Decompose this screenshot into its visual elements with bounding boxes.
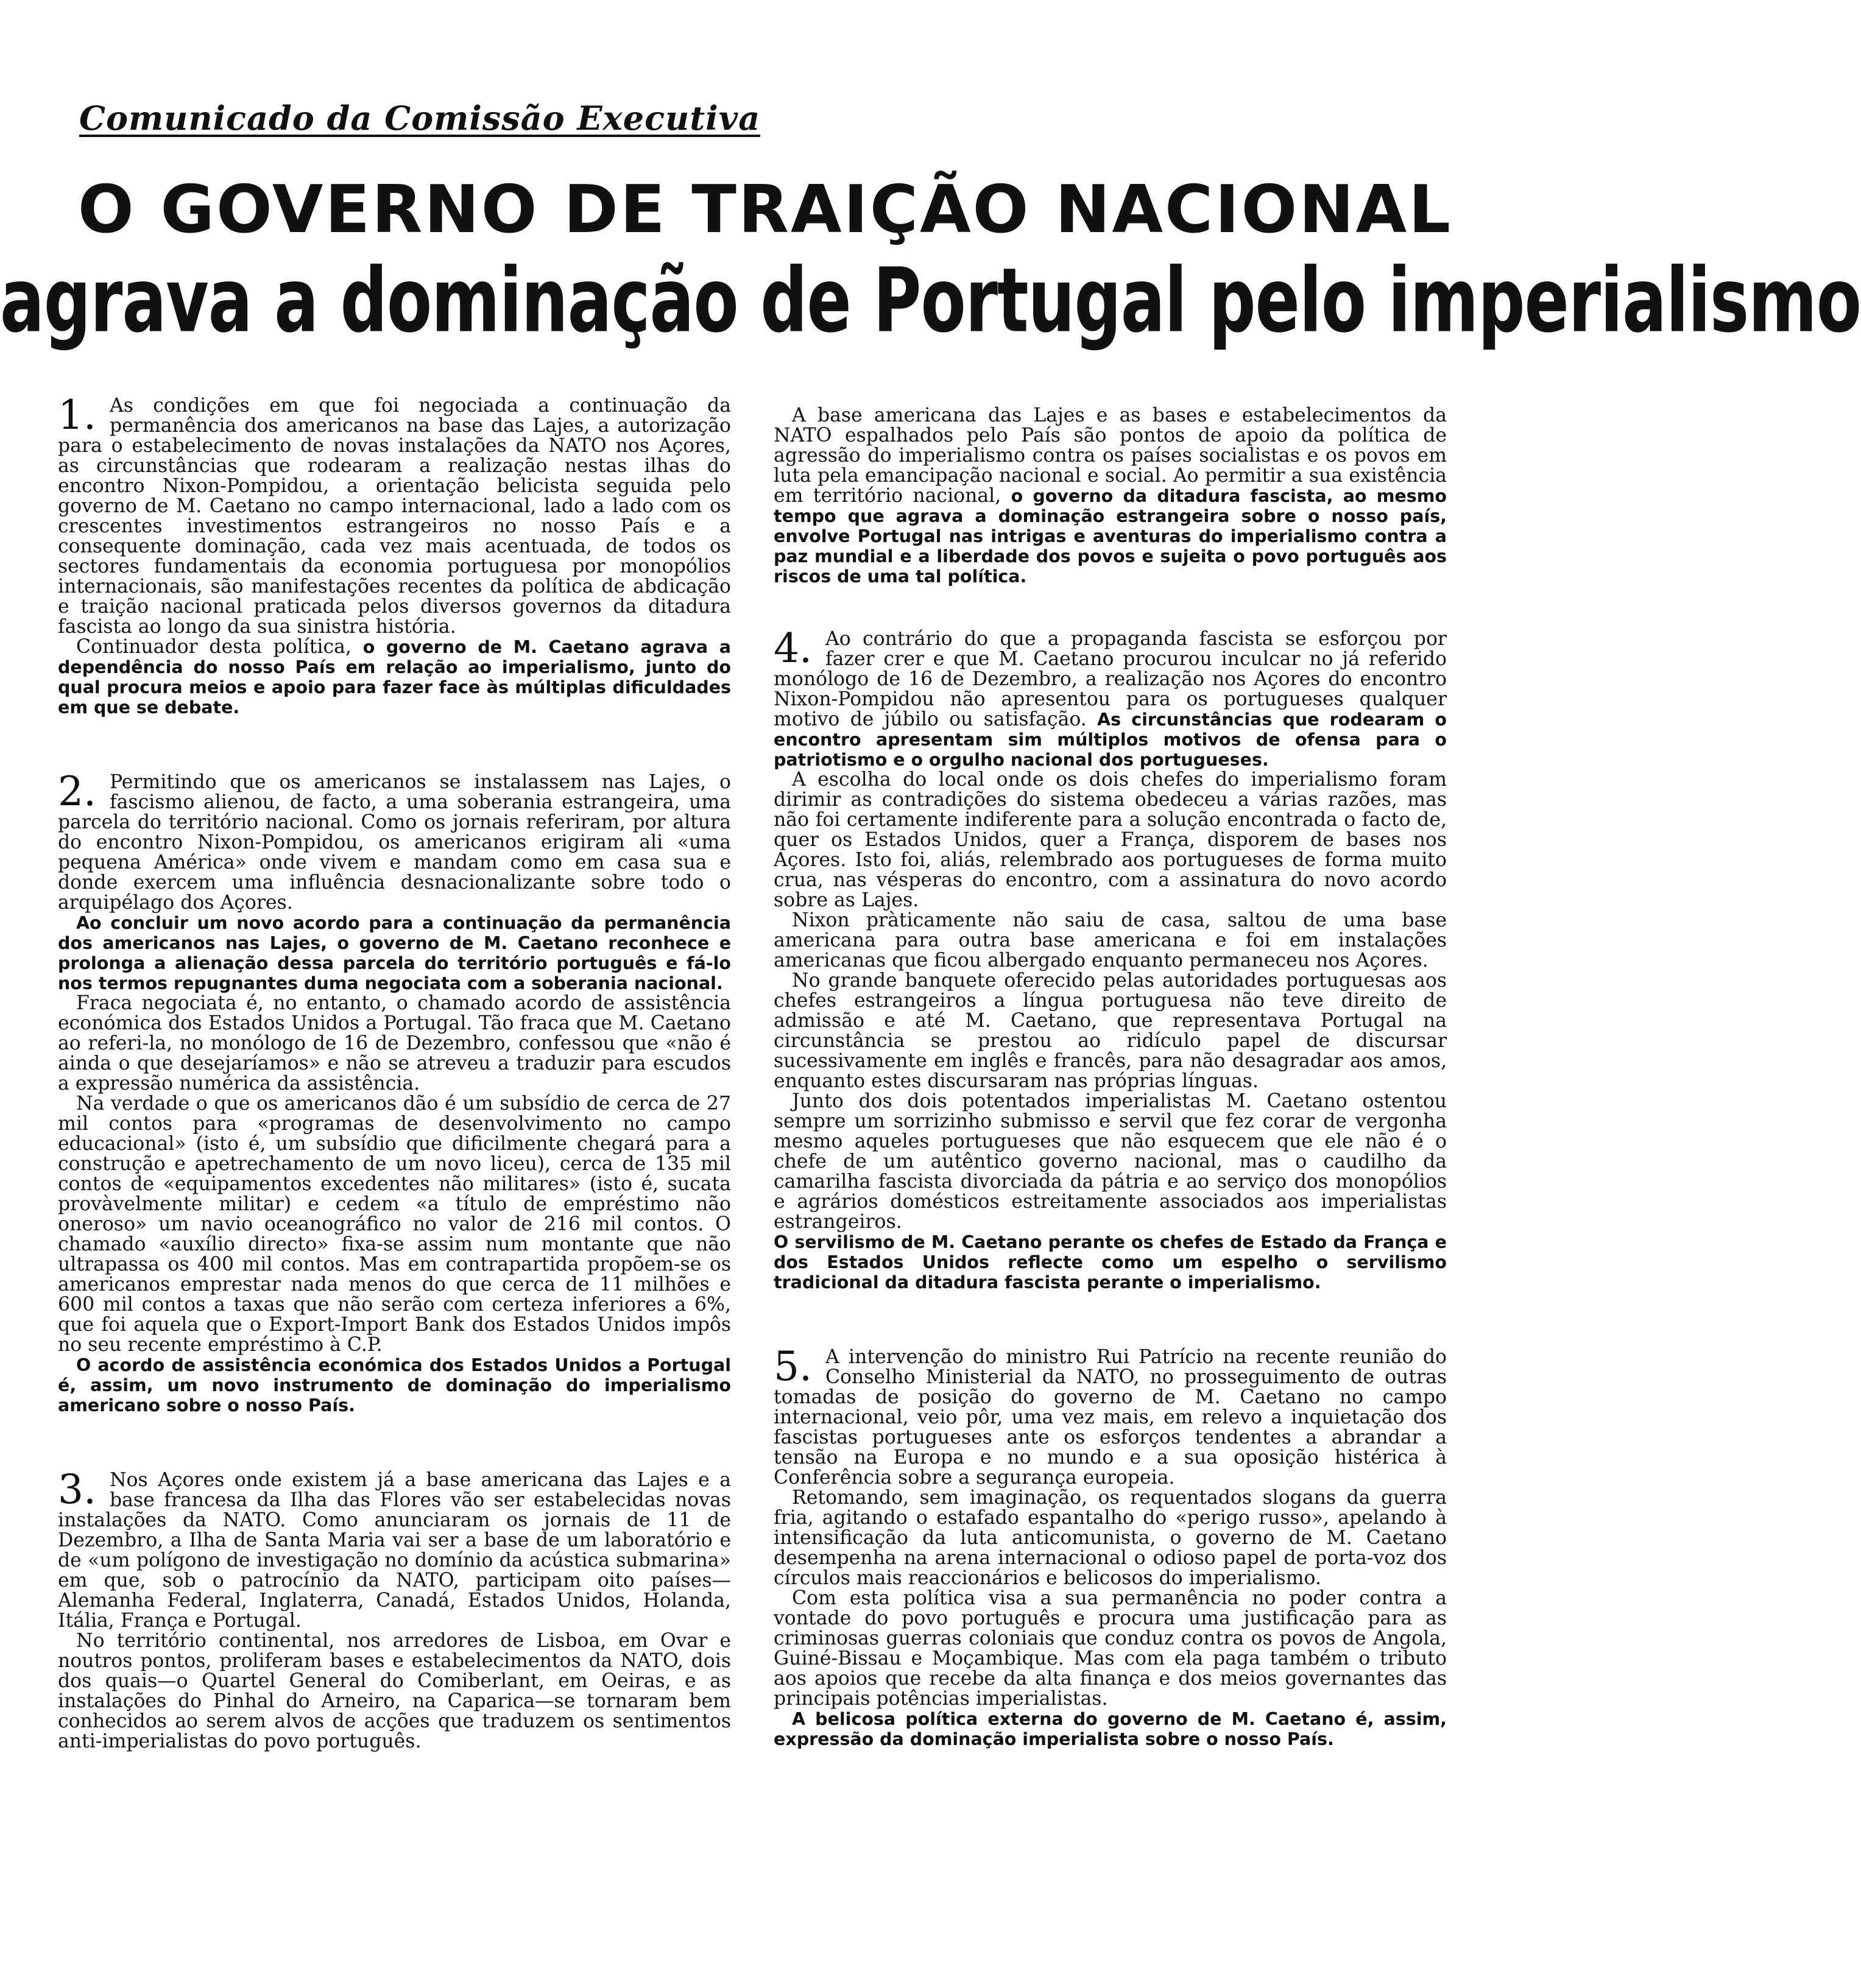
paragraph — [774, 625, 1447, 770]
paragraph: Com esta política visa a sua permanência no poder contra a vontade do povo português e procura uma justificação para as criminosas guerras coloniais que conduz contra os povos de Angola, Guiné-Bissau e Moçambique. Mas com ela paga também o tributo aos apoios que recebe da alta finança e dos meios governantes das principais potências imperialistas. — [774, 1587, 1447, 1710]
section-2 — [58, 768, 731, 1415]
paragraph — [774, 406, 1447, 587]
emphasis-paragraph: O servilismo de M. Caetano perante os chefes de Estado da França e dos Estados Unidos reflecte como um espelho o servilismo tradicional da ditadura fascista perante o imperialismo. — [774, 1232, 1447, 1292]
paragraph: No território continental, nos arredores de Lisboa, em Ovar e noutros pontos, proliferam bases e estabelecimentos da NATO, dois dos quais—o Quartel General do Comiberlant, em Oeiras, e as instalações do Pinhal do Arneiro, na Caparica—se tornaram bem conhecidos ao serem alvos de acções que traduzem os sentimentos anti-imperialistas do povo português. — [58, 1630, 731, 1752]
emphasis-paragraph: O acordo de assistência económica dos Estados Unidos a Portugal é, assim, um novo instrumento de dominação do imperialismo americano sobre o nosso País. — [58, 1355, 731, 1415]
headline-line-1: O GOVERNO DE TRAIÇÃO NACIONAL — [77, 172, 1453, 248]
paragraph-lead: Ao contrário do que a propaganda fascista se esforçou por fazer crer e que M. Caetano procurou inculcar no já referido monólogo de 16 de Dezembro, a realização nos Açores do encontro Nixon-Pompidou não apresentou para os portugueses qualquer motivo de júbilo ou satisfação. — [774, 628, 1447, 730]
paragraph: Permitindo que os americanos se instalassem nas Lajes, o fascismo alienou, de facto, a uma soberania estrangeira, uma parcela do território nacional. Como os jornais referiram, por altura do encontro Nixon-Pompidou, os americanos erigiram ali «uma pequena América» onde vivem e mandam como em casa sua e donde exercem uma influência desnacionalizante sobre todo o arquipélago dos Açores. — [58, 771, 731, 914]
section-number: 2. — [58, 768, 96, 815]
paragraph: Nos Açores onde existem já a base americana das Lajes e a base francesa da Ilha das Flores vão ser estabelecidas novas instalações da NATO. Como anunciaram os jornais de 11 de Dezembro, a Ilha de Santa Maria vai ser a base de um laboratório e de «um polígono de investigação no domínio da acústica submarina» em que, sob o patrocínio da NATO, participam oito países—Alemanha Federal, Inglaterra, Canadá, Estados Unidos, Holanda, Itália, França e Portugal. — [58, 1469, 731, 1632]
emphasis-paragraph: Ao concluir um novo acordo para a continuação da permanência dos americanos nas Lajes, o governo de M. Caetano reconhece e prolonga a alienação dessa parcela do território português e fá-lo nos termos repugnantes duma negociata com a soberania nacional. — [58, 913, 731, 993]
emphasis-paragraph: A belicosa política externa do governo de M. Caetano é, assim, expressão da dominação imperialista sobre o nosso País. — [774, 1709, 1447, 1749]
paragraph: Retomando, sem imaginação, os requentados slogans da guerra fria, agitando o estafado espantalho do «perigo russo», apelando à intensificação da luta anticomunista, o governo de M. Caetano desempenha na arena internacional o odioso papel de porta-voz dos círculos mais reaccionários e belicosos do imperialismo. — [774, 1487, 1447, 1589]
section-number: 1. — [58, 392, 96, 439]
paragraph — [58, 637, 731, 717]
paragraph: Junto dos dois potentados imperialistas M. Caetano ostentou sempre um sorrizinho submisso e servil que fez corar de vergonha mesmo aqueles portugueses que não esquecem que ele não é o chefe de um autêntico governo nacional, mas o caudilho da camarilha fascista divorciada da pátria e ao serviço dos monopólios e agrários domésticos estreitamente associados aos imperialistas estrangeiros. — [774, 1090, 1447, 1233]
left-column — [58, 392, 731, 1967]
section-3-continued — [774, 406, 1447, 587]
emphasis-text: o governo de M. Caetano agrava a dependência do nosso País em relação ao imperialismo, junto do qual procura meios e apoio para fazer face às múltiplas dificuldades em que se debate. — [58, 637, 731, 717]
paragraph: Na verdade o que os americanos dão é um subsídio de cerca de 27 mil contos para «programas de desenvolvimento no campo educacional» (isto é, um subsídio que dificilmente chegará para a construção e apetrechamento de um novo liceu), cerca de 135 mil contos de «equipamentos excedentes não militares» (isto é, sucata provàvelmente militar) e cedem «a título de empréstimo não oneroso» um navio oceanográfico no valor de 216 mil contos. O chamado «auxílio directo» fixa-se assim num montante que não ultrapassa os 400 mil contos. Mas em contrapartida propõem-se os americanos emprestar nada menos do que cerca de 11 milhões e 600 mil contos a taxas que não serão com certeza inferiores a 6%, que foi aquela que o Export-Import Bank dos Estados Unidos impôs no seu recente empréstimo à C.P. — [58, 1093, 731, 1356]
communique-kicker: Comunicado da Comissão Executiva — [79, 99, 761, 138]
emphasis-text: o governo da ditadura fascista, ao mesmo tempo que agrava a dominação estrangeira sobre o nosso país, envolve Portugal nas intrigas e aventuras do imperialismo contra a paz mundial e a liberdade dos povos e sujeita o povo português aos riscos de uma tal política. — [774, 486, 1447, 587]
section-5 — [774, 1343, 1447, 1749]
paragraph-lead: Continuador desta política, — [76, 636, 351, 658]
headline-line-2: agrava a dominação de Portugal pelo imperialismo — [0, 250, 1861, 353]
right-column — [774, 396, 1447, 1967]
section-number: 3. — [58, 1466, 96, 1513]
paragraph: A escolha do local onde os dois chefes do imperialismo foram dirimir as contradições do sistema obedeceu a várias razões, mas não foi certamente indiferente para a solução encontrada o facto de, quer os Estados Unidos, quer a França, disporem de bases nos Açores. Isto foi, aliás, relembrado aos portugueses de forma muito crua, nas vésperas do encontro, com a assinatura do novo acordo sobre as Lajes. — [774, 769, 1447, 911]
paragraph: As condições em que foi negociada a continuação da permanência dos americanos na base das Lajes, a autorização para o estabelecimento de novas instalações da NATO nos Açores, as circunstâncias que rodearam a realização nestas ilhas do encontro Nixon-Pompidou, a orientação belicista seguida pelo governo de M. Caetano no campo internacional, lado a lado com os crescentes investimentos estrangeiros no nosso País e a consequente dominação, cada vez mais acentuada, de todos os sectores fundamentais da economia portuguesa por monopólios internacionais, são manifestações recentes da política de abdicação e traição nacional praticada pelos diversos governos da ditadura fascista ao longo da sua sinistra história. — [58, 395, 731, 638]
section-3 — [58, 1466, 731, 1752]
paragraph: Nixon pràticamente não saiu de casa, saltou de uma base americana para outra base americana e foi em instalações americanas que ficou albergado enquanto permaneceu nos Açores. — [774, 909, 1447, 971]
paragraph: No grande banquete oferecido pelas autoridades portuguesas aos chefes estrangeiros a língua portuguesa não teve direito de admissão e até M. Caetano, que representava Portugal na circunstância se prestou ao ridículo papel de discursar sucessivamente em inglês e francês, para não desagradar aos amos, enquanto estes discursaram nas próprias línguas. — [774, 970, 1447, 1092]
emphasis-text: As circunstâncias que rodearam o encontro apresentam sim múltiplos motivos de ofensa para o patriotismo e o orgulho nacional dos portugueses. — [774, 710, 1447, 770]
section-number: 5. — [774, 1343, 812, 1390]
paragraph: Fraca negociata é, no entanto, o chamado acordo de assistência económica dos Estados Unidos a Portugal. Tão fraca que M. Caetano ao referi-la, no monólogo de 16 de Dezembro, confessou que «não é ainda o que desejaríamos» e não se atreveu a traduzir para escudos a expressão numérica da assistência. — [58, 992, 731, 1094]
section-number: 4. — [774, 625, 812, 672]
paragraph-lead: A base americana das Lajes e as bases e estabelecimentos da NATO espalhados pelo País são pontos de apoio da política de agressão do imperialismo contra os países socialistas e os povos em luta pela emancipação nacional e social. Ao permitir a sua existência em território nacional, — [774, 404, 1447, 507]
paragraph: A intervenção do ministro Rui Patrício na recente reunião do Conselho Ministerial da NATO, no prosseguimento de outras tomadas de posição do governo de M. Caetano no campo internacional, veio pôr, uma vez mais, em relevo a inquietação dos fascistas portugueses ante os esforços tendentes a abrandar a tensão na Europa e no mundo e a sua oposição histérica à Conferência sobre a segurança europeia. — [774, 1346, 1447, 1489]
section-1 — [58, 392, 731, 717]
section-4 — [774, 625, 1447, 1292]
